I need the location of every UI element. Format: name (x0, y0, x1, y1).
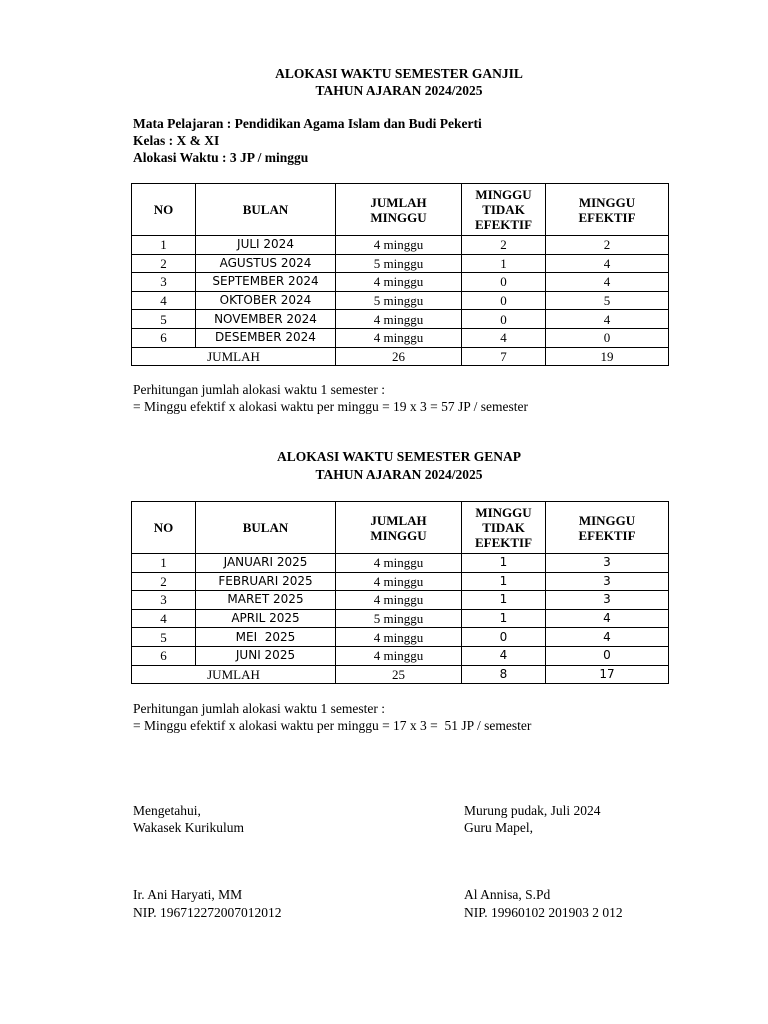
sig-right-nip: NIP. 19960102 201903 2 012 (464, 905, 623, 920)
ganjil-table (131, 183, 669, 366)
cell-bulan: MARET 2025 (196, 591, 336, 610)
header-bulan: BULAN (196, 184, 336, 236)
total-efektif: 17 (546, 665, 669, 684)
table-row (132, 572, 669, 591)
info-alokasi-waktu: Alokasi Waktu : 3 JP / minggu (133, 150, 309, 165)
cell-bulan: APRIL 2025 (196, 609, 336, 628)
cell-tidak-efektif: 1 (462, 572, 546, 591)
sig-left-line2: Wakasek Kurikulum (133, 820, 245, 835)
header-minggu-efektif: MINGGU EFEKTIF (546, 502, 669, 554)
total-tidak-efektif: 7 (462, 347, 546, 366)
cell-bulan: DESEMBER 2024 (196, 328, 336, 347)
header-jumlah-minggu: JUMLAH MINGGU (336, 502, 462, 554)
header-minggu-tidak-efektif: MINGGU TIDAK EFEKTIF (462, 184, 546, 236)
table-total-row (132, 347, 669, 366)
table-row (132, 291, 669, 310)
header-no: NO (132, 184, 196, 236)
sig-left-name: Ir. Ani Haryati, MM (133, 887, 243, 902)
cell-bulan: FEBRUARI 2025 (196, 572, 336, 591)
cell-jumlah: 4 minggu (336, 572, 462, 591)
genap-table (131, 501, 669, 684)
cell-tidak-efektif: 4 (462, 646, 546, 665)
cell-tidak-efektif: 0 (462, 273, 546, 292)
genap-title: ALOKASI WAKTU SEMESTER GENAP (277, 449, 521, 464)
cell-tidak-efektif: 1 (462, 609, 546, 628)
info-kelas: Kelas : X & XI (133, 133, 220, 148)
table-row (132, 310, 669, 329)
cell-no: 4 (132, 291, 196, 310)
cell-jumlah: 4 minggu (336, 328, 462, 347)
info-mata-pelajaran: Mata Pelajaran : Pendidikan Agama Islam dan Budi Pekerti (133, 116, 482, 131)
cell-tidak-efektif: 0 (462, 310, 546, 329)
table-header-row (132, 502, 669, 554)
cell-jumlah: 5 minggu (336, 254, 462, 273)
sig-left-nip: NIP. 196712272007012012 (133, 905, 282, 920)
total-jumlah: 25 (336, 665, 462, 684)
cell-no: 6 (132, 328, 196, 347)
cell-efektif: 0 (546, 646, 669, 665)
cell-no: 1 (132, 236, 196, 255)
total-tidak-efektif: 8 (462, 665, 546, 684)
ganjil-title: ALOKASI WAKTU SEMESTER GANJIL (275, 66, 523, 81)
cell-jumlah: 5 minggu (336, 609, 462, 628)
cell-jumlah: 4 minggu (336, 310, 462, 329)
table-total-row (132, 665, 669, 684)
sig-left-line1: Mengetahui, (133, 803, 201, 818)
table-row (132, 646, 669, 665)
table-row (132, 609, 669, 628)
header-minggu-efektif: MINGGU EFEKTIF (546, 184, 669, 236)
cell-bulan: MEI 2025 (196, 628, 336, 647)
genap-calc-line2: = Minggu efektif x alokasi waktu per minggu = 17 x 3 = 51 JP / semester (133, 718, 532, 733)
cell-jumlah: 4 minggu (336, 236, 462, 255)
cell-no: 5 (132, 628, 196, 647)
cell-jumlah: 5 minggu (336, 291, 462, 310)
cell-efektif: 3 (546, 591, 669, 610)
cell-no: 1 (132, 554, 196, 573)
cell-tidak-efektif: 1 (462, 591, 546, 610)
cell-tidak-efektif: 4 (462, 328, 546, 347)
table-header-row (132, 184, 669, 236)
ganjil-subtitle: TAHUN AJARAN 2024/2025 (315, 83, 483, 98)
total-efektif: 19 (546, 347, 669, 366)
cell-efektif: 4 (546, 310, 669, 329)
cell-jumlah: 4 minggu (336, 628, 462, 647)
cell-no: 3 (132, 273, 196, 292)
cell-efektif: 4 (546, 273, 669, 292)
cell-no: 4 (132, 609, 196, 628)
table-row (132, 591, 669, 610)
cell-efektif: 3 (546, 554, 669, 573)
table-row (132, 273, 669, 292)
total-label: JUMLAH (132, 347, 336, 366)
cell-efektif: 4 (546, 609, 669, 628)
ganjil-calc-line2: = Minggu efektif x alokasi waktu per minggu = 19 x 3 = 57 JP / semester (133, 399, 529, 414)
cell-tidak-efektif: 1 (462, 254, 546, 273)
cell-bulan: OKTOBER 2024 (196, 291, 336, 310)
table-row (132, 236, 669, 255)
sig-right-name: Al Annisa, S.Pd (464, 887, 551, 902)
cell-bulan: JUNI 2025 (196, 646, 336, 665)
cell-jumlah: 4 minggu (336, 273, 462, 292)
ganjil-calc-line1: Perhitungan jumlah alokasi waktu 1 semester : (133, 382, 385, 397)
sig-right-line1: Murung pudak, Juli 2024 (464, 803, 601, 818)
cell-no: 6 (132, 646, 196, 665)
total-label: JUMLAH (132, 665, 336, 684)
header-minggu-tidak-efektif: MINGGU TIDAK EFEKTIF (462, 502, 546, 554)
table-row (132, 254, 669, 273)
cell-efektif: 2 (546, 236, 669, 255)
cell-no: 3 (132, 591, 196, 610)
cell-efektif: 5 (546, 291, 669, 310)
cell-bulan: JULI 2024 (196, 236, 336, 255)
cell-efektif: 0 (546, 328, 669, 347)
cell-bulan: NOVEMBER 2024 (196, 310, 336, 329)
genap-subtitle: TAHUN AJARAN 2024/2025 (315, 467, 483, 482)
cell-tidak-efektif: 1 (462, 554, 546, 573)
cell-tidak-efektif: 0 (462, 291, 546, 310)
cell-bulan: JANUARI 2025 (196, 554, 336, 573)
table-row (132, 628, 669, 647)
header-bulan: BULAN (196, 502, 336, 554)
cell-jumlah: 4 minggu (336, 591, 462, 610)
cell-bulan: AGUSTUS 2024 (196, 254, 336, 273)
cell-tidak-efektif: 0 (462, 628, 546, 647)
header-no: NO (132, 502, 196, 554)
sig-right-line2: Guru Mapel, (464, 820, 533, 835)
cell-bulan: SEPTEMBER 2024 (196, 273, 336, 292)
cell-tidak-efektif: 2 (462, 236, 546, 255)
cell-jumlah: 4 minggu (336, 554, 462, 573)
cell-efektif: 3 (546, 572, 669, 591)
cell-efektif: 4 (546, 628, 669, 647)
cell-no: 5 (132, 310, 196, 329)
cell-no: 2 (132, 254, 196, 273)
table-row (132, 554, 669, 573)
table-row (132, 328, 669, 347)
header-jumlah-minggu: JUMLAH MINGGU (336, 184, 462, 236)
total-jumlah: 26 (336, 347, 462, 366)
cell-jumlah: 4 minggu (336, 646, 462, 665)
cell-efektif: 4 (546, 254, 669, 273)
cell-no: 2 (132, 572, 196, 591)
genap-calc-line1: Perhitungan jumlah alokasi waktu 1 semester : (133, 701, 385, 716)
